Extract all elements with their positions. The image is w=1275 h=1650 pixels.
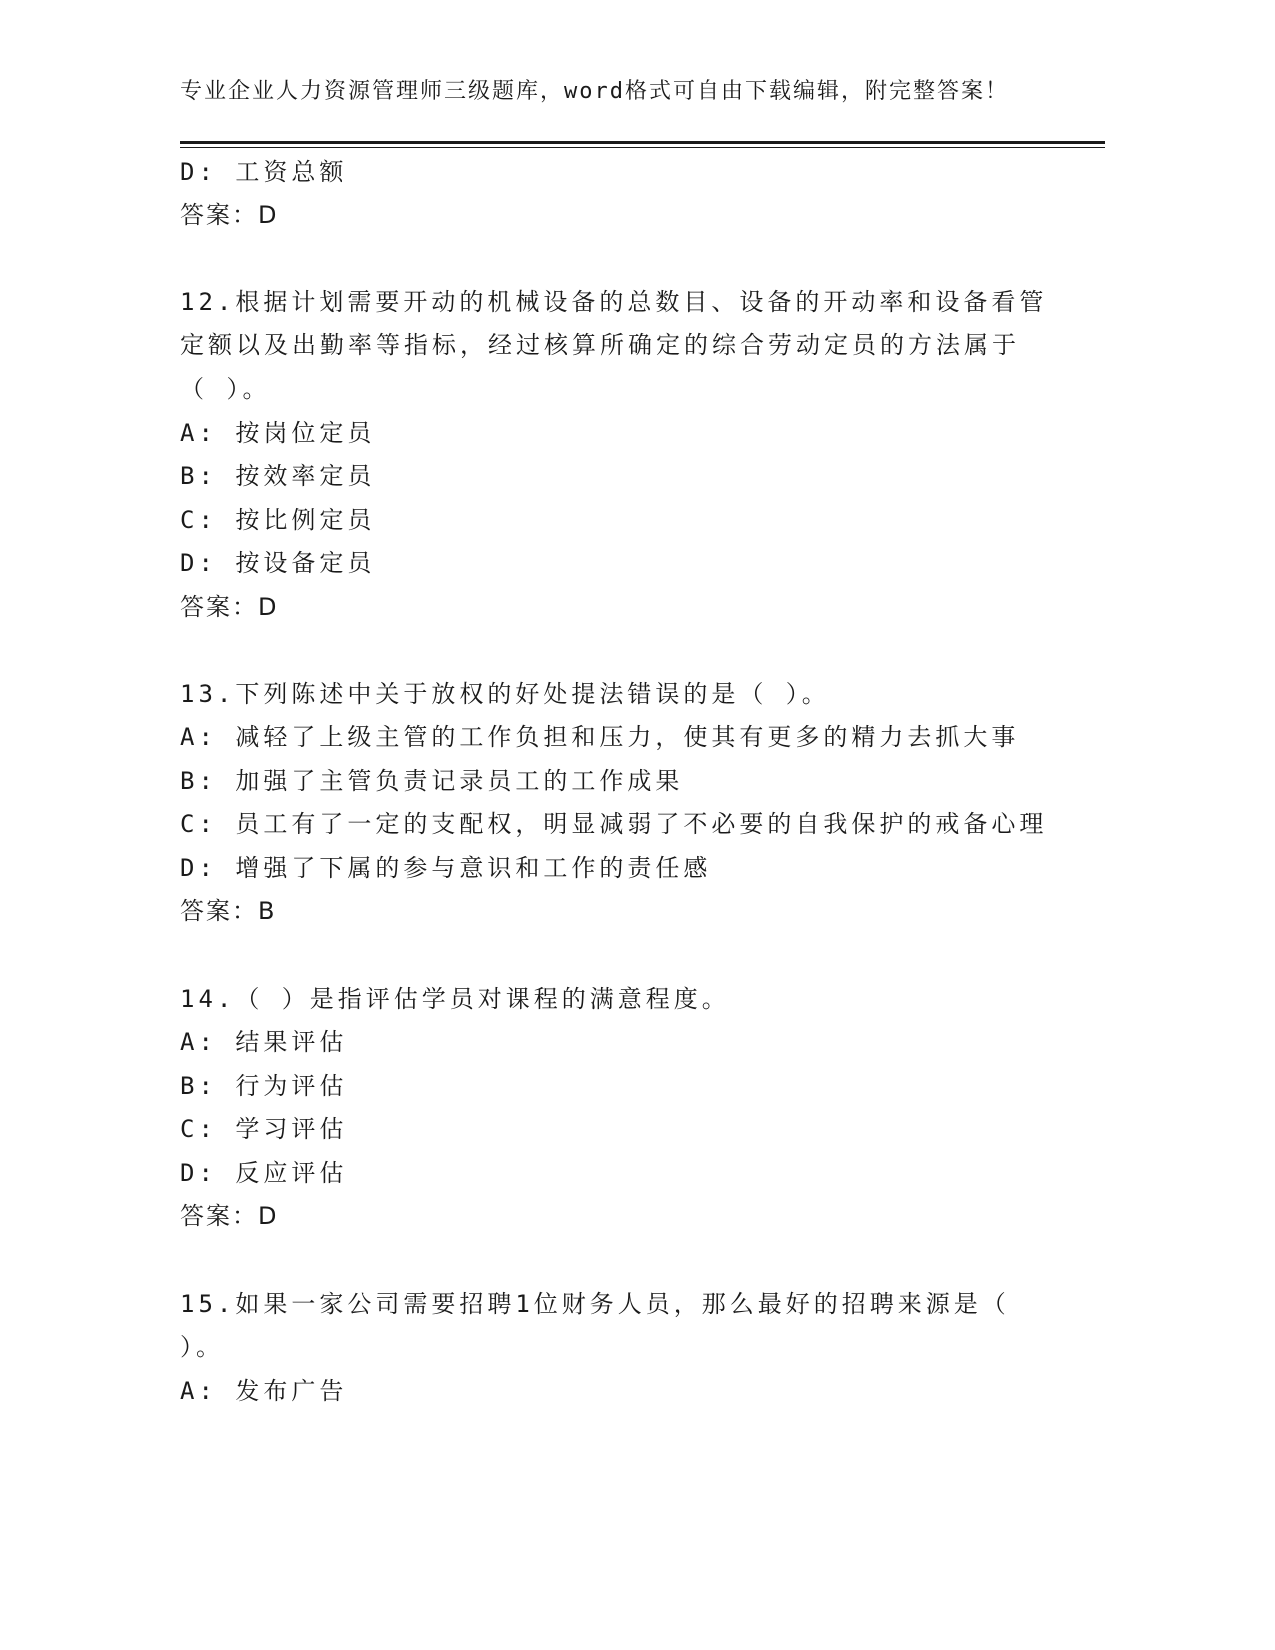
q12-option-c: C: 按比例定员 <box>180 506 376 534</box>
q12-stem-line-1: 12.根据计划需要开动的机械设备的总数目、设备的开动率和设备看管 <box>180 288 1048 316</box>
q13-option-c: C: 员工有了一定的支配权，明显减弱了不必要的自我保护的戒备心理 <box>180 810 1048 838</box>
q12-stem-line-3: （ ）。 <box>180 375 271 403</box>
q13-option-d: D: 增强了下属的参与意识和工作的责任感 <box>180 854 712 882</box>
prev-answer: 答案：D <box>180 201 279 229</box>
q14-stem-line-1: 14.（ ）是指评估学员对课程的满意程度。 <box>180 985 730 1013</box>
q13-option-b: B: 加强了主管负责记录员工的工作成果 <box>180 767 684 795</box>
q12-stem-line-2: 定额以及出勤率等指标，经过核算所确定的综合劳动定员的方法属于 <box>180 331 1020 359</box>
q14-option-a: A: 结果评估 <box>180 1028 348 1056</box>
header-divider-thick <box>180 141 1105 144</box>
q12-option-d: D: 按设备定员 <box>180 549 376 577</box>
q13-stem-line-1: 13.下列陈述中关于放权的好处提法错误的是（ ）。 <box>180 680 830 708</box>
q15-stem-line-2: ）。 <box>180 1333 224 1361</box>
q14-answer: 答案：D <box>180 1202 279 1230</box>
page-header: 专业企业人力资源管理师三级题库，word格式可自由下载编辑，附完整答案！ <box>180 79 1009 104</box>
q13-option-a: A: 减轻了上级主管的工作负担和压力，使其有更多的精力去抓大事 <box>180 723 1020 751</box>
q15-stem-line-1: 15.如果一家公司需要招聘1位财务人员，那么最好的招聘来源是（ <box>180 1290 1010 1318</box>
q15-option-a: A: 发布广告 <box>180 1377 348 1405</box>
q14-option-c: C: 学习评估 <box>180 1115 348 1143</box>
prev-option-d: D: 工资总额 <box>180 158 348 186</box>
q14-option-b: B: 行为评估 <box>180 1072 348 1100</box>
q12-option-b: B: 按效率定员 <box>180 462 376 490</box>
q13-answer: 答案：B <box>180 897 277 925</box>
q12-answer: 答案：D <box>180 593 279 621</box>
q12-option-a: A: 按岗位定员 <box>180 419 376 447</box>
q14-option-d: D: 反应评估 <box>180 1159 348 1187</box>
header-divider-thin <box>180 147 1105 148</box>
